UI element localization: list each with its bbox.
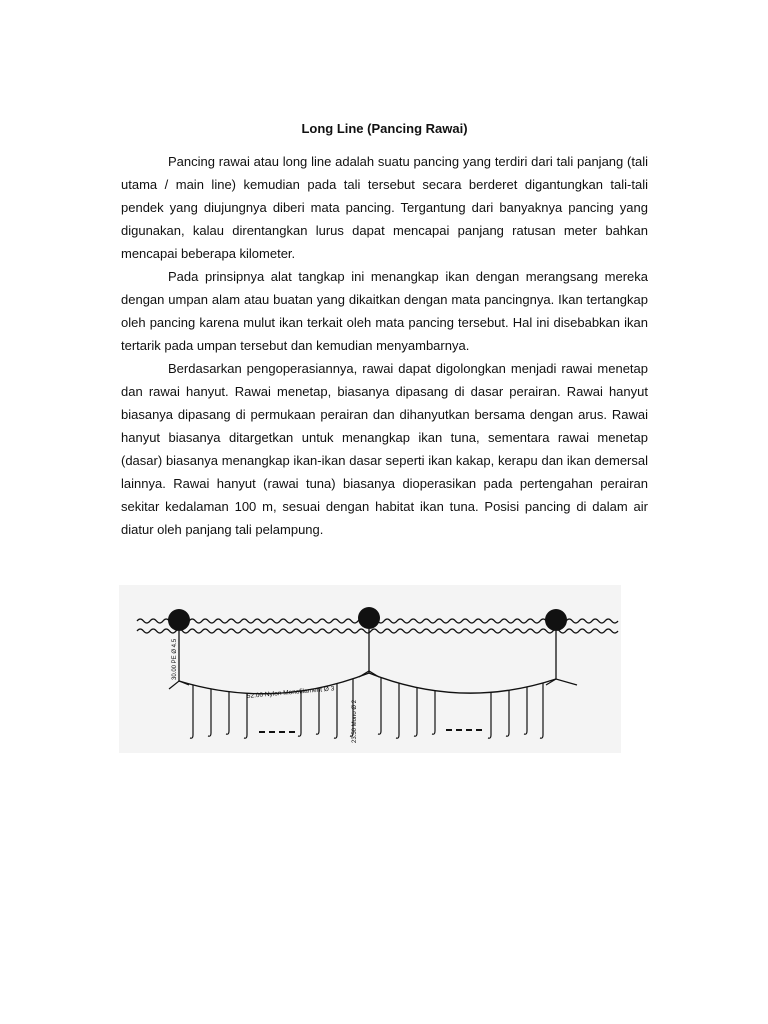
wave-row-2 (137, 629, 618, 633)
longline-diagram (119, 585, 621, 753)
branch-line-hook (316, 688, 319, 734)
branch-line-hook (226, 692, 229, 735)
branch-line-hook (298, 691, 301, 736)
branch-line-hook (540, 683, 543, 738)
float-buoy-3 (545, 609, 567, 631)
branch-line-hook (524, 687, 527, 734)
paragraph-1: Pancing rawai atau long line adalah suatu pancing yang terdiri dari tali panjang (tali utama / main line) kemudian pada tali tersebut secara berderet digantungkan tali-tali pendek yang diujungnya diberi mata pancing. Tergantung dari banyaknya pancing yang digunakan, kalau direntangkan lurus dapat mencapai panjang ratusan meter bahkan mencapai beberapa kilometer. (121, 154, 648, 261)
branch-line-hook (432, 691, 435, 735)
paragraph-2: Pada prinsipnya alat tangkap ini menangkap ikan dengan merangsang mereka dengan umpan alam atau buatan yang dikaitkan dengan mata pancingnya. Ikan tertangkap oleh pancing karena mulut ikan terkait oleh mata pancing tersebut. Hal ini disebabkan ikan tertarik pada umpan tersebut dan kemudian menyambarnya. (121, 269, 648, 353)
branch-lines (190, 677, 543, 738)
branch-line-hook (396, 683, 399, 738)
branch-line-hook (506, 690, 509, 736)
branch-line-hook (488, 692, 491, 738)
float-buoy-1 (168, 609, 190, 631)
junction-1 (169, 681, 189, 689)
paragraph-3: Berdasarkan pengoperasiannya, rawai dapat digolongkan menjadi rawai menetap dan rawai hanyut. Rawai menetap, biasanya dipasang di dasar perairan. Rawai hanyut biasanya dipasang di permukaan perairan dan dihanyutkan bersama dengan arus. Rawai hanyut biasanya ditargetkan untuk menangkap ikan tuna, sementara rawai menetap (dasar) biasanya menangkap ikan-ikan dasar seperti ikan kakap, kerapu dan ikan demersal lainnya. Rawai hanyut (rawai tuna) biasanya dioperasikan pada pertengahan perairan sekitar kedalaman 100 m, sesuai dengan habitat ikan tuna. Posisi pancing di dalam air diatur oleh panjang tali pelampung. (121, 361, 648, 537)
branch-line-label: 23.50 Mono Ø 2 (352, 699, 358, 743)
longline-diagram-svg (119, 585, 621, 753)
branch-line-hook (414, 688, 417, 737)
branch-line-hook (190, 685, 193, 738)
float-buoy-2 (358, 607, 380, 629)
document-body (121, 150, 648, 541)
branch-line-hook (208, 689, 211, 736)
main-line-span-2 (369, 673, 556, 693)
float-line-label: 30.00 PE Ø 4.5 (172, 638, 178, 680)
document-title: Long Line (Pancing Rawai) (301, 121, 468, 136)
main-line-label: 52.00 Nylon Monofilament Ø 3 (246, 685, 335, 700)
branch-line-hook (378, 677, 381, 734)
junction-3 (546, 679, 577, 685)
